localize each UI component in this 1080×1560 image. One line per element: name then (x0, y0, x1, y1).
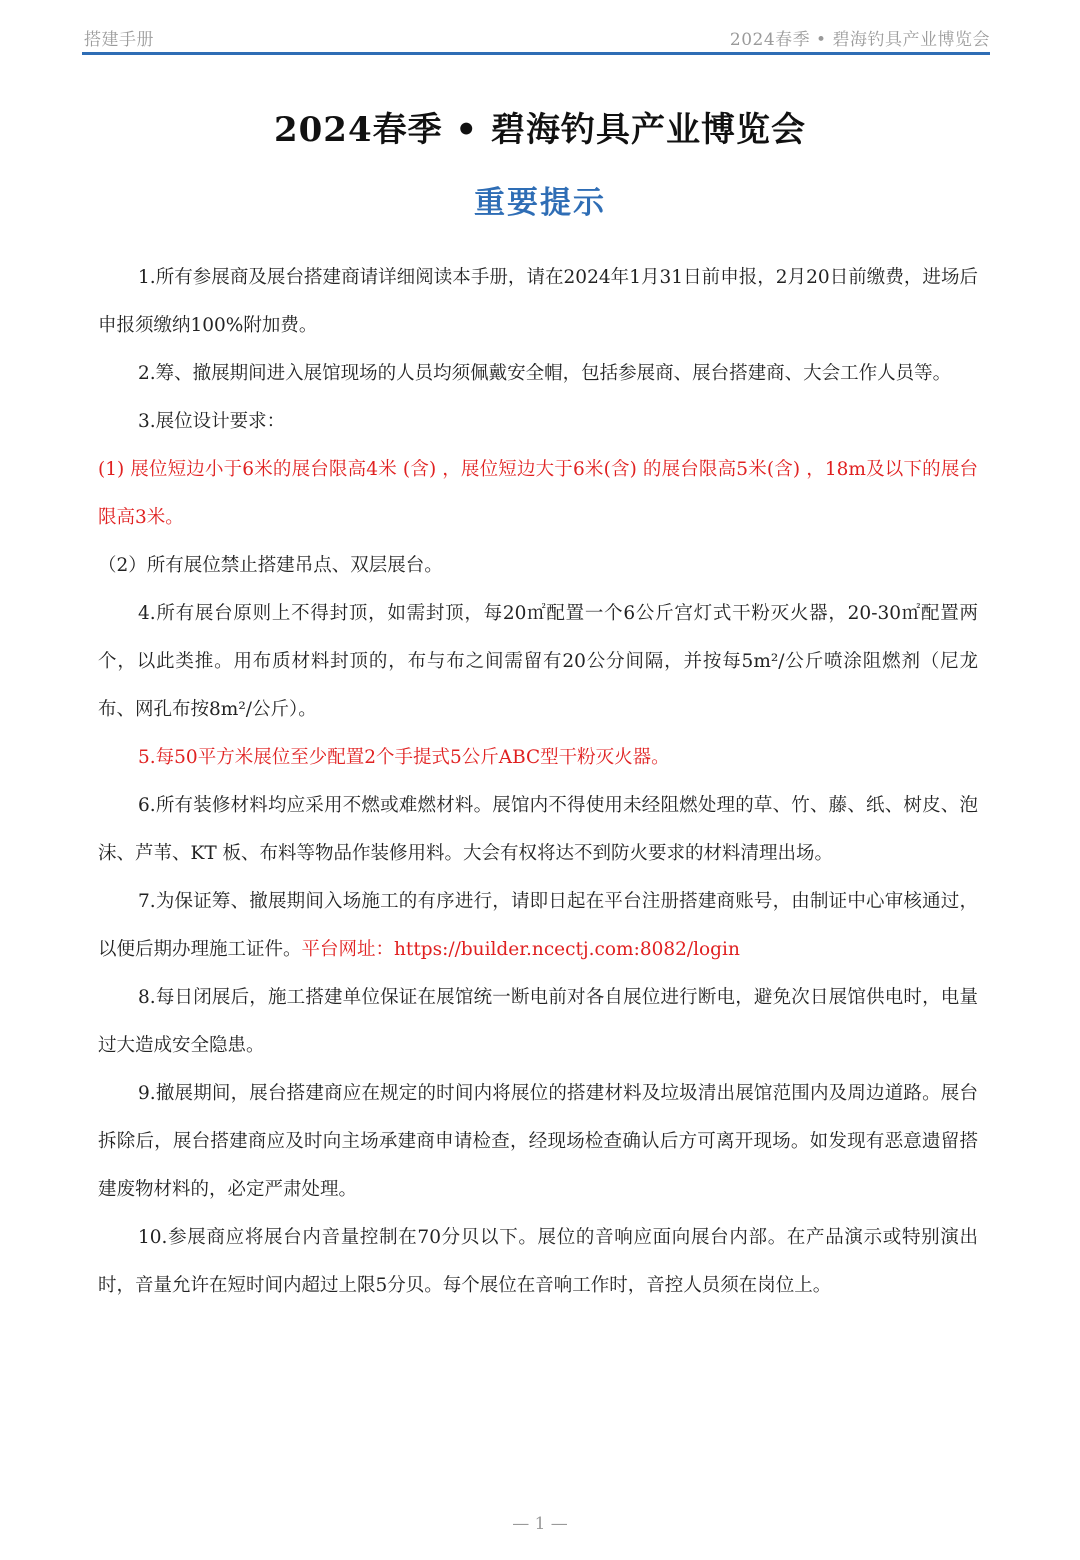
document-subtitle: 重要提示 (474, 185, 606, 221)
document-title: 2024春季 • 碧海钓具产业博览会 (273, 110, 807, 150)
header-left-label: 搭建手册 (84, 29, 154, 50)
notice-item-8: 8.每日闭展后，施工搭建单位保证在展馆统一断电前对各自展位进行断电，避免次日展馆供电时，电量过大造成安全隐患。 (98, 987, 978, 1056)
notice-item-3: 3.展位设计要求： (138, 411, 286, 432)
notice-item-4: 4.所有展台原则上不得封顶，如需封顶，每20㎡配置一个6公斤宫灯式干粉灭火器，20-30㎡配置两个，以此类推。用布质材料封顶的，布与布之间需留有20公分间隔，并按每5m²/公斤喷涂阻燃剂（尼龙布、网孔布按8m²/公斤）。 (98, 603, 978, 720)
notice-item-7-text: 7.为保证筹、撤展期间入场施工的有序进行，请即日起在平台注册搭建商账号，由制证中心审核通过，以便后期办理施工证件。 (98, 891, 978, 960)
notice-item-3-sub-2: （2）所有展位禁止搭建吊点、双层展台。 (98, 555, 443, 576)
page-header (84, 22, 990, 52)
platform-url-link[interactable]: 平台网址：https://builder.ncectj.com:8082/login (301, 939, 740, 960)
notice-item-6: 6.所有装修材料均应采用不燃或难燃材料。展馆内不得使用未经阻燃处理的草、竹、藤、纸、树皮、泡沫、芦苇、KT 板、布料等物品作装修用料。大会有权将达不到防火要求的材料清理出场。 (98, 795, 978, 864)
header-divider (82, 52, 990, 55)
notice-item-9: 9.撤展期间，展台搭建商应在规定的时间内将展位的搭建材料及垃圾清出展馆范围内及周边道路。展台拆除后，展台搭建商应及时向主场承建商申请检查，经现场检查确认后方可离开现场。如发现有恶意遗留搭建废物材料的，必定严肃处理。 (98, 1083, 978, 1200)
notice-item-10: 10.参展商应将展台内音量控制在70分贝以下。展位的音响应面向展台内部。在产品演示或特别演出时，音量允许在短时间内超过上限5分贝。每个展位在音响工作时，音控人员须在岗位上。 (98, 1227, 978, 1296)
page-number: — 1 — (512, 1514, 568, 1534)
notice-item-1: 1.所有参展商及展台搭建商请详细阅读本手册，请在2024年1月31日前申报，2月20日前缴费，进场后申报须缴纳100%附加费。 (98, 267, 978, 336)
notice-item-3-sub-1: (1) 展位短边小于6米的展台限高4米 (含) ，展位短边大于6米(含) 的展台限高5米(含) ，18m及以下的展台限高3米。 (98, 459, 978, 528)
notice-item-2: 2.筹、撤展期间进入展馆现场的人员均须佩戴安全帽，包括参展商、展台搭建商、大会工作人员等。 (138, 363, 952, 384)
notice-item-5: 5.每50平方米展位至少配置2个手提式5公斤ABC型干粉灭火器。 (138, 747, 670, 768)
notice-item-7 (98, 878, 978, 974)
header-right-label: 2024春季 • 碧海钓具产业博览会 (729, 29, 990, 50)
notice-body (98, 254, 978, 1310)
